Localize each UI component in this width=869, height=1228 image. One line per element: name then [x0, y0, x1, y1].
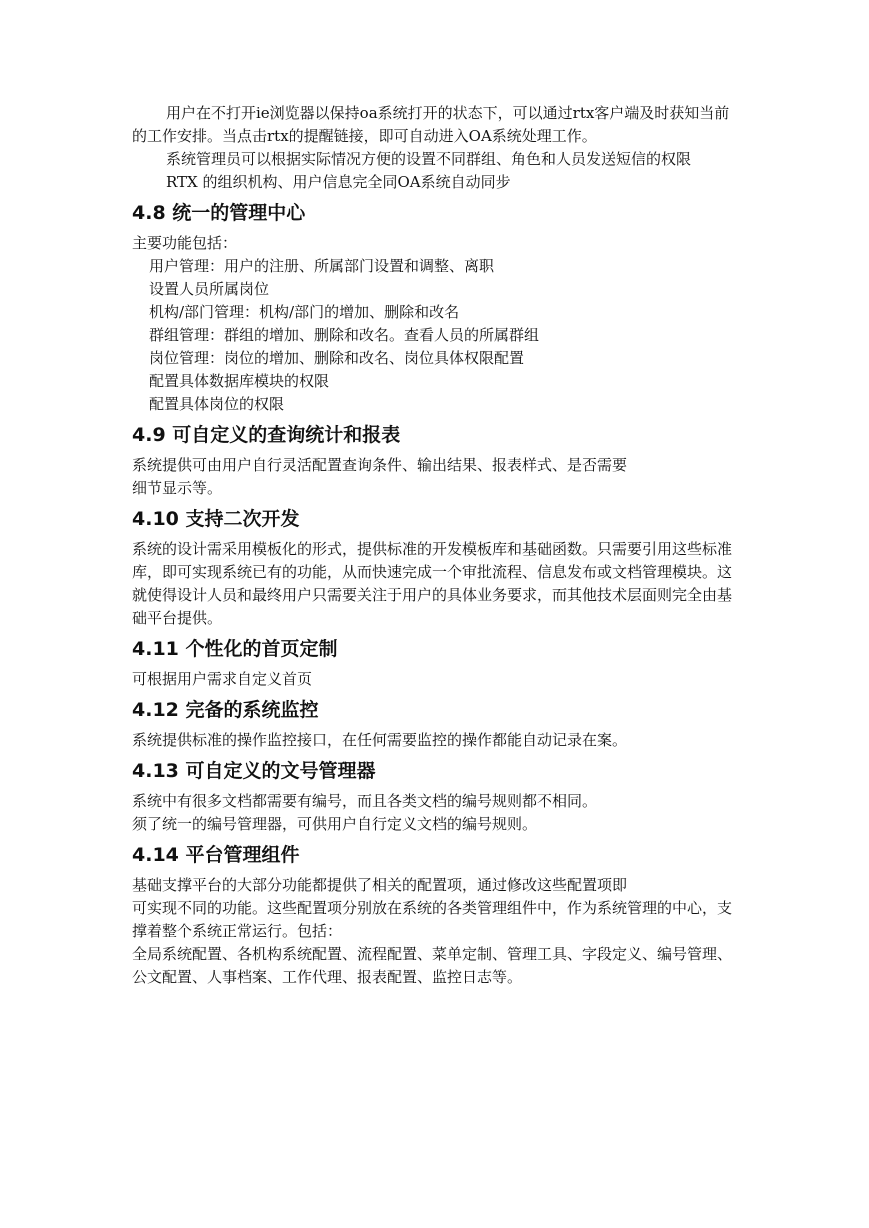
- section-4-14-line-3: 全局系统配置、各机构系统配置、流程配置、菜单定制、管理工具、字段定义、编号管理、公文配置、人事档案、工作代理、报表配置、监控日志等。: [132, 945, 733, 986]
- section-4-12-body: 系统提供标准的操作监控接口，在任何需要监控的操作都能自动记录在案。: [132, 731, 628, 749]
- section-4-9-line-2: 细节显示等。: [132, 479, 223, 497]
- list-item: 配置具体岗位的权限: [149, 395, 285, 413]
- list-item: 机构/部门管理：机构/部门的增加、删除和改名: [149, 303, 460, 321]
- document-page: [132, 102, 742, 989]
- section-heading-4-12: 4.12 完备的系统监控: [132, 699, 319, 721]
- section-4-13-line-1: 系统中有很多文档都需要有编号，而且各类文档的编号规则都不相同。: [132, 792, 598, 810]
- section-heading-4-14: 4.14 平台管理组件: [132, 844, 300, 866]
- section-heading-4-11: 4.11 个性化的首页定制: [132, 638, 338, 660]
- section-4-14-line-2: 可实现不同的功能。这些配置项分别放在系统的各类管理组件中，作为系统管理的中心，支撑着整个系统正常运行。包括：: [132, 899, 733, 940]
- section-4-13-line-2: 须了统一的编号管理器，可供用户自行定义文档的编号规则。: [132, 815, 538, 833]
- intro-paragraph-rtx: 用户在不打开ie浏览器以保持oa系统打开的状态下，可以通过rtx客户端及时获知当前的工作安排。当点击rtx的提醒链接，即可自动进入OA系统处理工作。: [132, 104, 730, 145]
- list-item: 用户管理：用户的注册、所属部门设置和调整、离职: [149, 257, 495, 275]
- list-item: 群组管理：群组的增加、删除和改名。查看人员的所属群组: [149, 326, 540, 344]
- section-4-11-body: 可根据用户需求自定义首页: [132, 670, 313, 688]
- section-4-10-body: 系统的设计需采用模板化的形式，提供标准的开发模板库和基础函数。只需要引用这些标准库，即可实现系统已有的功能，从而快速完成一个审批流程、信息发布或文档管理模块。这就使得设计人员和最终用户只需要关注于用户的具体业务要求，而其他技术层面则完全由基础平台提供。: [132, 540, 733, 627]
- section-heading-4-13: 4.13 可自定义的文号管理器: [132, 760, 376, 782]
- section-heading-4-8: 4.8 统一的管理中心: [132, 202, 306, 224]
- intro-paragraph-sync: RTX 的组织机构、用户信息完全同OA系统自动同步: [166, 173, 511, 191]
- list-item: 设置人员所属岗位: [149, 280, 270, 298]
- list-item: 配置具体数据库模块的权限: [149, 372, 330, 390]
- intro-paragraph-permissions: 系统管理员可以根据实际情况方便的设置不同群组、角色和人员发送短信的权限: [166, 150, 692, 168]
- section-heading-4-10: 4.10 支持二次开发: [132, 508, 300, 530]
- section-heading-4-9: 4.9 可自定义的查询统计和报表: [132, 424, 401, 446]
- section-4-9-line-1: 系统提供可由用户自行灵活配置查询条件、输出结果、报表样式、是否需要: [132, 456, 628, 474]
- list-item: 岗位管理：岗位的增加、删除和改名、岗位具体权限配置: [149, 349, 525, 367]
- section-4-14-line-1: 基础支撑平台的大部分功能都提供了相关的配置项，通过修改这些配置项即: [132, 876, 628, 894]
- section-4-8-intro: 主要功能包括：: [132, 234, 238, 252]
